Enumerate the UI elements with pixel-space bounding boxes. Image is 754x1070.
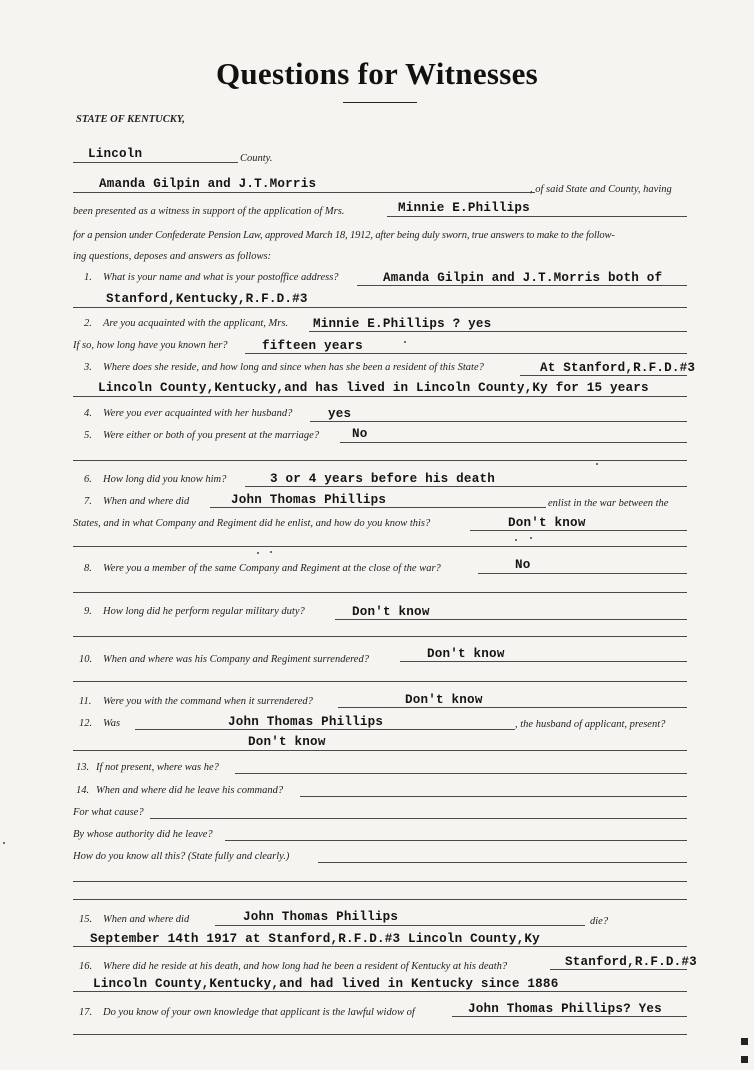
q15-number: 15. xyxy=(79,914,93,925)
scan-edge-mark xyxy=(741,1038,748,1045)
q15-question: When and where did xyxy=(103,914,190,925)
q16-number: 16. xyxy=(79,961,93,972)
q11-question: Were you with the command when it surrendered? xyxy=(103,696,313,707)
q7-answer: John Thomas Phillips xyxy=(231,493,387,507)
q12-line xyxy=(135,729,515,730)
q14-authority: By whose authority did he leave? xyxy=(73,829,213,840)
scan-speck xyxy=(257,552,259,554)
q14-line xyxy=(300,796,687,797)
q6-answer: 3 or 4 years before his death xyxy=(270,472,495,486)
q8-answer: No xyxy=(515,558,531,572)
q16-answer: Stanford,R.F.D.#3 xyxy=(565,955,697,969)
q7-question-end: enlist in the war between the xyxy=(548,498,669,509)
q17-answer: John Thomas Phillips? Yes xyxy=(468,1002,662,1016)
scan-speck xyxy=(270,551,272,553)
scan-speck xyxy=(3,842,5,844)
q1-question: What is your name and what is your postoffice address? xyxy=(103,272,339,283)
witness-names-answer: Amanda Gilpin and J.T.Morris xyxy=(99,177,317,191)
q4-answer: yes xyxy=(328,407,352,421)
q5-answer: No xyxy=(352,427,368,441)
q4-line xyxy=(310,421,687,422)
q10-question: When and where was his Company and Regiment surrendered? xyxy=(103,654,369,665)
q11-line xyxy=(338,707,687,708)
q2-followup-answer: fifteen years xyxy=(262,339,363,353)
q15-answer-continued: September 14th 1917 at Stanford,R.F.D.#3 Lincoln County,Ky xyxy=(90,932,540,946)
deposes-text: ing questions, deposes and answers as follows: xyxy=(73,251,272,262)
q15-answer: John Thomas Phillips xyxy=(243,910,399,924)
q8-number: 8. xyxy=(84,563,92,574)
q16-question: Where did he reside at his death, and how long had he been a resident of Kentucky at his death? xyxy=(103,961,508,972)
q7-followup-line xyxy=(470,530,687,531)
q9-question: How long did he perform regular military duty? xyxy=(103,606,305,617)
q8-question: Were you a member of the same Company and Regiment at the close of the war? xyxy=(103,563,441,574)
q2-line xyxy=(309,331,687,332)
q14-question: When and where did he leave his command? xyxy=(96,785,284,796)
q3-answer-continued: Lincoln County,Kentucky,and has lived in Lincoln County,Ky for 15 years xyxy=(98,381,649,395)
witness-names-line xyxy=(73,192,535,193)
q4-number: 4. xyxy=(84,408,92,419)
q3-line-2 xyxy=(73,396,687,397)
title-underline xyxy=(343,102,417,103)
q1-line-2 xyxy=(73,307,687,308)
q13-number: 13. xyxy=(76,762,90,773)
presented-prefix: been presented as a witness in support of the application of Mrs. xyxy=(73,206,345,217)
q13-line xyxy=(235,773,687,774)
q15-question-end: die? xyxy=(590,916,609,927)
q10-line xyxy=(400,661,687,662)
q2-answer: Minnie E.Phillips ? yes xyxy=(313,317,492,331)
q16-answer-continued: Lincoln County,Kentucky,and had lived in Kentucky since 1886 xyxy=(93,977,559,991)
state-heading: STATE OF KENTUCKY, xyxy=(76,114,185,125)
q3-question: Where does she reside, and how long and since when has she been a resident of this State? xyxy=(103,362,484,373)
q5-line xyxy=(340,442,687,443)
state-county-suffix: , of said State and County, having xyxy=(530,184,672,195)
q3-line xyxy=(520,375,687,376)
q6-line xyxy=(245,486,687,487)
q12-number: 12. xyxy=(79,718,93,729)
q5-line-2 xyxy=(73,460,687,461)
q11-answer: Don't know xyxy=(405,693,483,707)
q7-line-2 xyxy=(73,546,687,547)
q3-number: 3. xyxy=(84,362,92,373)
q7-question: When and where did xyxy=(103,496,190,507)
q9-number: 9. xyxy=(84,606,92,617)
scan-speck xyxy=(530,537,532,539)
q14-authority-line xyxy=(225,840,687,841)
q1-number: 1. xyxy=(84,272,92,283)
q2-number: 2. xyxy=(84,318,92,329)
applicant-line xyxy=(387,216,687,217)
form-title: Questions for Witnesses xyxy=(215,56,539,91)
q16-line-2 xyxy=(73,991,687,992)
q10-line-2 xyxy=(73,681,687,682)
q9-line-2 xyxy=(73,636,687,637)
q5-question: Were either or both of you present at the marriage? xyxy=(103,430,320,441)
q3-answer: At Stanford,R.F.D.#3 xyxy=(540,361,696,375)
q14-cause-line xyxy=(150,818,687,819)
q7-followup-answer: Don't know xyxy=(508,516,586,530)
q13-question: If not present, where was he? xyxy=(96,762,219,773)
q16-line xyxy=(550,969,687,970)
q10-number: 10. xyxy=(79,654,93,665)
q10-answer: Don't know xyxy=(427,647,505,661)
q9-line xyxy=(335,619,687,620)
applicant-answer: Minnie E.Phillips xyxy=(398,201,530,215)
q17-number: 17. xyxy=(79,1007,93,1018)
q17-question: Do you know of your own knowledge that applicant is the lawful widow of xyxy=(103,1007,415,1018)
q14-know-line xyxy=(318,862,687,863)
q7-line xyxy=(210,507,546,508)
q14-know-line-2 xyxy=(73,881,687,882)
q15-line-2 xyxy=(73,946,687,947)
q8-line xyxy=(478,573,687,574)
q6-number: 6. xyxy=(84,474,92,485)
q12-question: Was xyxy=(103,718,121,729)
scan-speck xyxy=(404,341,406,343)
q5-number: 5. xyxy=(84,430,92,441)
pension-law-text: for a pension under Confederate Pension Law, approved March 18, 1912, after being duly sworn, true answers to make to the follow- xyxy=(73,230,615,241)
q1-answer-continued: Stanford,Kentucky,R.F.D.#3 xyxy=(106,292,308,306)
q17-line-2 xyxy=(73,1034,687,1035)
q2-followup: If so, how long have you known her? xyxy=(73,340,228,351)
q7-number: 7. xyxy=(84,496,92,507)
q9-answer: Don't know xyxy=(352,605,430,619)
q2-question: Are you acquainted with the applicant, Mrs. xyxy=(103,318,289,329)
q12-question-end: , the husband of applicant, present? xyxy=(515,719,666,730)
q4-question: Were you ever acquainted with her husband? xyxy=(103,408,293,419)
q12-line-2 xyxy=(73,750,687,751)
q1-answer: Amanda Gilpin and J.T.Morris both of xyxy=(383,271,663,285)
scan-speck xyxy=(596,463,598,465)
scan-edge-mark xyxy=(741,1056,748,1063)
q12-answer: John Thomas Phillips xyxy=(228,715,384,729)
q17-line xyxy=(452,1016,687,1017)
q14-know-line-3 xyxy=(73,899,687,900)
q2-followup-line xyxy=(245,353,687,354)
q1-line xyxy=(357,285,687,286)
county-suffix: County. xyxy=(240,153,273,164)
q14-know: How do you know all this? (State fully and clearly.) xyxy=(73,851,290,862)
q14-cause: For what cause? xyxy=(73,807,144,818)
scan-speck xyxy=(515,539,517,541)
q14-number: 14. xyxy=(76,785,90,796)
q7-followup: States, and in what Company and Regiment did he enlist, and how do you know this? xyxy=(73,518,431,529)
county-answer: Lincoln xyxy=(88,147,143,161)
q12-followup-answer: Don't know xyxy=(248,735,326,749)
q11-number: 11. xyxy=(79,696,92,707)
q15-line xyxy=(215,925,585,926)
county-line xyxy=(73,162,238,163)
q6-question: How long did you know him? xyxy=(103,474,227,485)
q8-line-2 xyxy=(73,592,687,593)
